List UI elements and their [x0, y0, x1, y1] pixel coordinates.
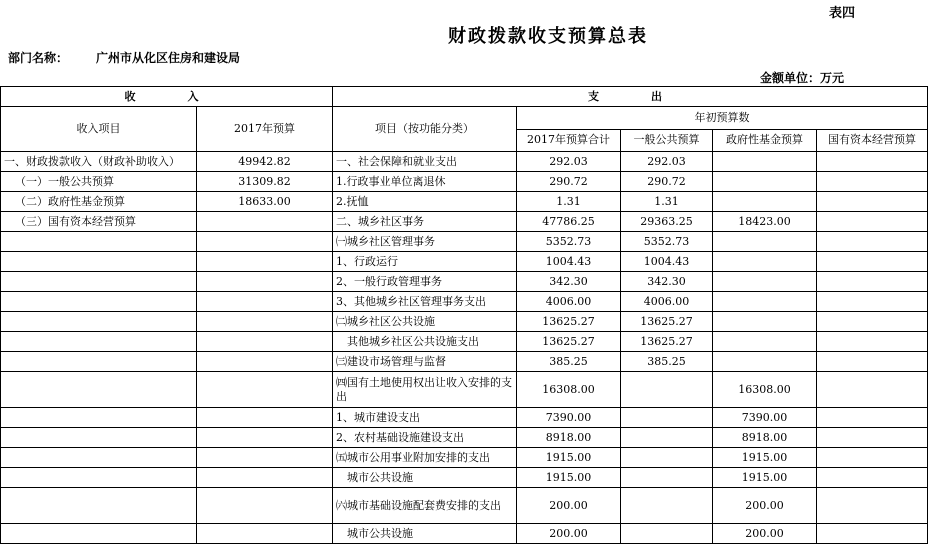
gov-fund-cell	[713, 232, 817, 252]
total-header: 2017年预算合计	[517, 129, 621, 152]
income-item-cell	[1, 408, 197, 428]
general-budget-cell: 13625.27	[621, 332, 713, 352]
income-item-cell	[1, 372, 197, 408]
state-capital-cell	[817, 272, 928, 292]
page-title: 财政拨款收支预算总表	[448, 26, 648, 47]
expense-item-header: 项目（按功能分类）	[333, 107, 517, 152]
general-budget-cell: 342.30	[621, 272, 713, 292]
total-cell: 290.72	[517, 172, 621, 192]
income-item-cell	[1, 312, 197, 332]
expense-item-cell: ㈢建设市场管理与监督	[333, 352, 517, 372]
total-cell: 292.03	[517, 152, 621, 172]
gov-fund-cell	[713, 352, 817, 372]
expense-item-cell: 一、社会保障和就业支出	[333, 152, 517, 172]
general-budget-cell	[621, 524, 713, 544]
expense-item-cell: ㈠城乡社区管理事务	[333, 232, 517, 252]
expense-item-cell: 二、城乡社区事务	[333, 212, 517, 232]
table-row	[1, 232, 928, 252]
expense-item-cell: 城市公共设施	[333, 524, 517, 544]
income-item-cell	[1, 468, 197, 488]
general-budget-cell: 29363.25	[621, 212, 713, 232]
general-budget-cell: 385.25	[621, 352, 713, 372]
initial-budget-header: 年初预算数	[517, 107, 928, 130]
general-budget-cell	[621, 428, 713, 448]
income-item-cell	[1, 332, 197, 352]
gov-fund-cell: 1915.00	[713, 448, 817, 468]
total-cell: 5352.73	[517, 232, 621, 252]
gov-fund-cell	[713, 192, 817, 212]
gov-fund-cell: 200.00	[713, 488, 817, 524]
gov-fund-cell: 7390.00	[713, 408, 817, 428]
income-value-cell: 18633.00	[197, 192, 333, 212]
table-row	[1, 292, 928, 312]
income-value-cell	[197, 372, 333, 408]
state-capital-cell	[817, 332, 928, 352]
income-item-cell	[1, 448, 197, 468]
total-cell: 16308.00	[517, 372, 621, 408]
expense-header: 支 出	[333, 87, 928, 107]
income-item-cell: 一、财政拨款收入（财政补助收入）	[1, 152, 197, 172]
expense-item-cell: 其他城乡社区公共设施支出	[333, 332, 517, 352]
state-capital-cell	[817, 524, 928, 544]
state-capital-cell	[817, 152, 928, 172]
general-budget-cell: 290.72	[621, 172, 713, 192]
expense-item-cell: 2.抚恤	[333, 192, 517, 212]
total-cell: 1915.00	[517, 448, 621, 468]
income-value-cell	[197, 312, 333, 332]
table-row	[1, 448, 928, 468]
total-cell: 8918.00	[517, 428, 621, 448]
table-row	[1, 272, 928, 292]
total-cell: 385.25	[517, 352, 621, 372]
gov-fund-cell: 8918.00	[713, 428, 817, 448]
gov-fund-header: 政府性基金预算	[713, 129, 817, 152]
expense-item-cell: 城市公共设施	[333, 468, 517, 488]
income-budget-header: 2017年预算	[197, 107, 333, 152]
gov-fund-cell: 16308.00	[713, 372, 817, 408]
expense-item-cell: ㈥城市基础设施配套费安排的支出	[333, 488, 517, 524]
state-capital-cell	[817, 172, 928, 192]
income-value-cell	[197, 232, 333, 252]
total-cell: 1004.43	[517, 252, 621, 272]
income-value-cell	[197, 292, 333, 312]
income-value-cell	[197, 352, 333, 372]
income-item-cell	[1, 524, 197, 544]
gov-fund-cell	[713, 152, 817, 172]
total-cell: 13625.27	[517, 312, 621, 332]
income-item-cell	[1, 252, 197, 272]
state-capital-cell	[817, 408, 928, 428]
expense-item-cell: 1.行政事业单位离退休	[333, 172, 517, 192]
state-capital-cell	[817, 232, 928, 252]
expense-item-cell: ㈡城乡社区公共设施	[333, 312, 517, 332]
table-row	[1, 408, 928, 428]
gov-fund-cell	[713, 332, 817, 352]
expense-item-cell: 1、行政运行	[333, 252, 517, 272]
table-row	[1, 372, 928, 408]
total-cell: 7390.00	[517, 408, 621, 428]
state-capital-header: 国有资本经营预算	[817, 129, 928, 152]
general-budget-cell	[621, 372, 713, 408]
state-capital-cell	[817, 448, 928, 468]
table-row	[1, 152, 928, 172]
income-value-cell	[197, 252, 333, 272]
general-budget-cell	[621, 408, 713, 428]
income-item-cell	[1, 232, 197, 252]
gov-fund-cell	[713, 272, 817, 292]
income-item-header: 收入项目	[1, 107, 197, 152]
income-item-cell: （一）一般公共预算	[1, 172, 197, 192]
table-row	[1, 312, 928, 332]
general-budget-cell	[621, 468, 713, 488]
table-row	[1, 192, 928, 212]
total-cell: 342.30	[517, 272, 621, 292]
expense-item-cell: 1、城市建设支出	[333, 408, 517, 428]
income-value-cell: 31309.82	[197, 172, 333, 192]
income-item-cell	[1, 272, 197, 292]
total-cell: 47786.25	[517, 212, 621, 232]
income-item-cell: （三）国有资本经营预算	[1, 212, 197, 232]
income-value-cell	[197, 332, 333, 352]
income-value-cell	[197, 468, 333, 488]
general-budget-cell: 5352.73	[621, 232, 713, 252]
gov-fund-cell	[713, 312, 817, 332]
total-cell: 13625.27	[517, 332, 621, 352]
gov-fund-cell: 200.00	[713, 524, 817, 544]
table-row	[1, 212, 928, 232]
department-label: 部门名称：	[8, 51, 69, 65]
income-item-cell: （二）政府性基金预算	[1, 192, 197, 212]
expense-item-cell: ㈤城市公用事业附加安排的支出	[333, 448, 517, 468]
table-row	[1, 332, 928, 352]
table-row	[1, 352, 928, 372]
income-value-cell	[197, 272, 333, 292]
state-capital-cell	[817, 428, 928, 448]
total-cell: 200.00	[517, 488, 621, 524]
state-capital-cell	[817, 252, 928, 272]
table-row	[1, 172, 928, 192]
income-value-cell	[197, 212, 333, 232]
income-value-cell	[197, 488, 333, 524]
income-value-cell: 49942.82	[197, 152, 333, 172]
gov-fund-cell: 1915.00	[713, 468, 817, 488]
general-budget-cell	[621, 448, 713, 468]
budget-table	[0, 86, 928, 544]
amount-unit: 金额单位：万元	[760, 71, 845, 85]
general-budget-cell: 1.31	[621, 192, 713, 212]
total-cell: 200.00	[517, 524, 621, 544]
table-row	[1, 468, 928, 488]
gov-fund-cell	[713, 292, 817, 312]
general-budget-cell: 292.03	[621, 152, 713, 172]
expense-item-cell: 2、一般行政管理事务	[333, 272, 517, 292]
income-item-cell	[1, 488, 197, 524]
expense-item-cell: 3、其他城乡社区管理事务支出	[333, 292, 517, 312]
state-capital-cell	[817, 212, 928, 232]
general-budget-cell: 4006.00	[621, 292, 713, 312]
gov-fund-cell	[713, 172, 817, 192]
total-cell: 1.31	[517, 192, 621, 212]
gov-fund-cell: 18423.00	[713, 212, 817, 232]
income-item-cell	[1, 292, 197, 312]
general-budget-header: 一般公共预算	[621, 129, 713, 152]
income-value-cell	[197, 448, 333, 468]
expense-item-cell: 2、农村基础设施建设支出	[333, 428, 517, 448]
table-row	[1, 524, 928, 544]
state-capital-cell	[817, 192, 928, 212]
total-cell: 4006.00	[517, 292, 621, 312]
table-number: 表四	[829, 6, 856, 21]
department-name: 广州市从化区住房和建设局	[96, 51, 241, 65]
general-budget-cell	[621, 488, 713, 524]
income-value-cell	[197, 428, 333, 448]
gov-fund-cell	[713, 252, 817, 272]
expense-item-cell: ㈣国有土地使用权出让收入安排的支出	[333, 372, 517, 408]
income-item-cell	[1, 352, 197, 372]
income-value-cell	[197, 524, 333, 544]
total-cell: 1915.00	[517, 468, 621, 488]
table-row	[1, 488, 928, 524]
income-value-cell	[197, 408, 333, 428]
table-row	[1, 428, 928, 448]
state-capital-cell	[817, 372, 928, 408]
state-capital-cell	[817, 468, 928, 488]
income-header: 收 入	[1, 87, 333, 107]
state-capital-cell	[817, 312, 928, 332]
state-capital-cell	[817, 488, 928, 524]
general-budget-cell: 13625.27	[621, 312, 713, 332]
income-item-cell	[1, 428, 197, 448]
state-capital-cell	[817, 292, 928, 312]
general-budget-cell: 1004.43	[621, 252, 713, 272]
state-capital-cell	[817, 352, 928, 372]
table-row	[1, 252, 928, 272]
